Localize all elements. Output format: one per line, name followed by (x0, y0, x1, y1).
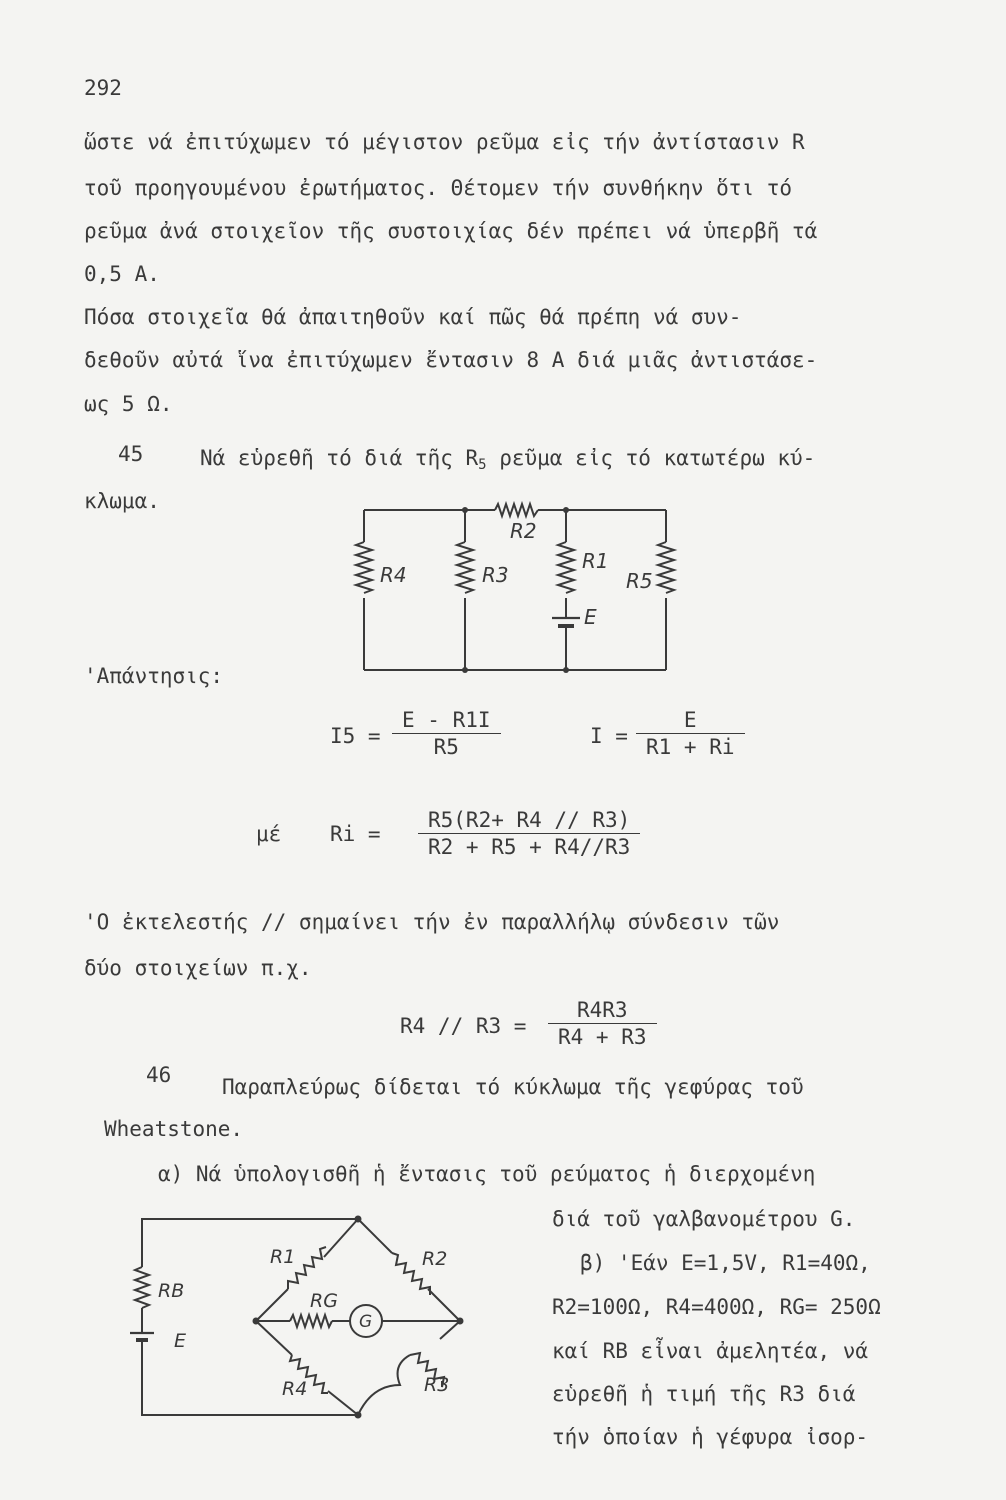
label-r2: R2 (422, 1248, 448, 1270)
text-line: ὥστε νά ἐπιτύχωμεν τό μέγιστον ρεῦμα εἰς τήν ἀντίστασιν R (84, 130, 805, 154)
circuit-diagram-45 (340, 490, 680, 680)
text-line: Πόσα στοιχεῖα θά ἀπαιτηθοῦν καί πῶς θά πρέπη νά συν- (84, 305, 742, 329)
label-g: G (359, 1312, 373, 1332)
label-r1: R1 (270, 1246, 296, 1268)
label-rg: RG (310, 1290, 338, 1312)
text-line: τοῦ προηγουμένου ἐρωτήματος. Θέτομεν τήν συνθήκην ὅτι τό (84, 176, 793, 200)
problem-46-part-b-line: R2=100Ω, R4=400Ω, RG= 250Ω (552, 1295, 881, 1319)
formula-ri-fraction: R5(R2+ R4 // R3) R2 + R5 + R4//R3 (418, 808, 640, 859)
formula-ri-lhs: Ri = (330, 822, 381, 846)
formula-i-fraction: E R1 + Ri (636, 708, 745, 759)
label-r5: R5 (626, 569, 653, 593)
problem-46-part-b-line: τήν ὁποίαν ἡ γέφυρα ἰσορ- (552, 1425, 869, 1449)
problem-46-text: Παραπλεύρως δίδεται τό κύκλωμα τῆς γεφύρας τοῦ (222, 1075, 804, 1099)
example-fraction: R4R3 R4 + R3 (548, 998, 657, 1049)
text-line: δεθοῦν αὐτά ἵνα ἐπιτύχωμεν ἔντασιν 8 A διά μιᾶς ἀντιστάσε- (84, 348, 818, 372)
problem-46-text-cont: Wheatstone. (104, 1117, 244, 1141)
label-e: E (174, 1330, 187, 1352)
formula-me: μέ (256, 822, 282, 846)
answer-label: 'Απάντησις: (84, 664, 224, 688)
problem-45-text: Νά εὑρεθῆ τό διά τῆς $R_5$ ρεῦμα εἰς τό κατωτέρω κύ- (200, 446, 816, 473)
label-r3: R3 (424, 1374, 450, 1396)
formula-i5-fraction: E - R1I R5 (392, 708, 501, 759)
problem-46-part-a: α) Νά ὑπολογισθῆ ἡ ἔντασις τοῦ ρεύματος ἡ διερχομένη (158, 1162, 816, 1186)
label-r3: R3 (482, 563, 509, 587)
label-rb: RB (158, 1280, 185, 1302)
problem-46-part-b-line: εὑρεθῆ ἡ τιμή τῆς R3 διά (552, 1382, 856, 1406)
formula-i-lhs: I = (590, 724, 628, 748)
label-r1: R1 (582, 549, 609, 573)
problem-46-part-a-cont: διά τοῦ γαλβανομέτρου G. (552, 1207, 856, 1231)
page-number: 292 (84, 76, 122, 100)
formula-i5-lhs: I5 = (330, 724, 381, 748)
problem-number-45: 45 (118, 442, 144, 466)
text-line: ως 5 Ω. (84, 392, 173, 416)
problem-46-part-b: β) 'Εάν E=1,5V, R1=40Ω, (580, 1251, 871, 1275)
label-e: E (584, 605, 597, 629)
example-lhs: R4 // R3 = (400, 1014, 527, 1038)
wheatstone-bridge-diagram (110, 1205, 490, 1430)
label-r2: R2 (510, 519, 537, 543)
problem-45-text-cont: κλωμα. (84, 489, 160, 513)
text-line: ρεῦμα ἀνά στοιχεῖον τῆς συστοιχίας δέν πρέπει νά ὑπερβῆ τά (84, 219, 818, 243)
text-line: 'Ο ἐκτελεστής // σημαίνει τήν ἐν παραλλήλῳ σύνδεσιν τῶν (84, 910, 780, 934)
problem-46-part-b-line: καί RB εἶναι ἀμελητέα, νά (552, 1339, 869, 1363)
text-line: 0,5 A. (84, 262, 160, 286)
label-r4: R4 (282, 1378, 308, 1400)
problem-number-46: 46 (146, 1063, 172, 1087)
text-line: δύο στοιχείων π.χ. (84, 956, 312, 980)
label-r4: R4 (380, 563, 407, 587)
